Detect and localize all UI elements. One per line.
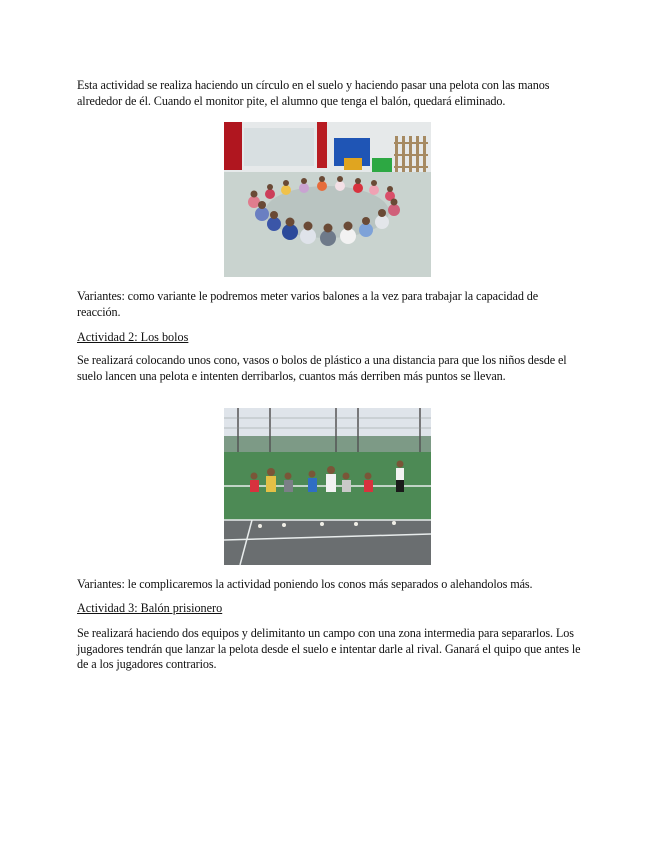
- gym-circle-photo: [224, 122, 431, 277]
- activity-2-heading: Actividad 2: Los bolos: [77, 330, 189, 344]
- activity-2-variants: Variantes: le complicaremos la actividad poniendo los conos más separados o alehandolos más.: [77, 577, 533, 591]
- activity-1-description: Esta actividad se realiza haciendo un círculo en el suelo y haciendo pasar una pelota con las manos alrededor de él. Cuando el monitor pite, el alumno que tenga el balón, quedará eliminado.: [77, 78, 550, 108]
- activity-3-heading: Actividad 3: Balón prisionero: [77, 601, 223, 615]
- activity-1-variants: Variantes: como variante le podremos meter varios balones a la vez para trabajar la capacidad de reacción.: [77, 289, 539, 319]
- activity-3-description: Se realizará haciendo dos equipos y delimitanto un campo con una zona intermedia para separarlos. Los jugadores tendrán que lanzar la pelota desde el suelo e intentar darle al rival. Ganará el quipo que antes le de a los jugadores contrarios.: [77, 626, 581, 671]
- activity-2-description: Se realizará colocando unos cono, vasos o bolos de plástico a una distancia para que los niños desde el suelo lancen una pelota e intenten derribarlos, cuantos más derriben más puntos se llevan.: [77, 353, 567, 383]
- outdoor-court-photo: [224, 408, 431, 565]
